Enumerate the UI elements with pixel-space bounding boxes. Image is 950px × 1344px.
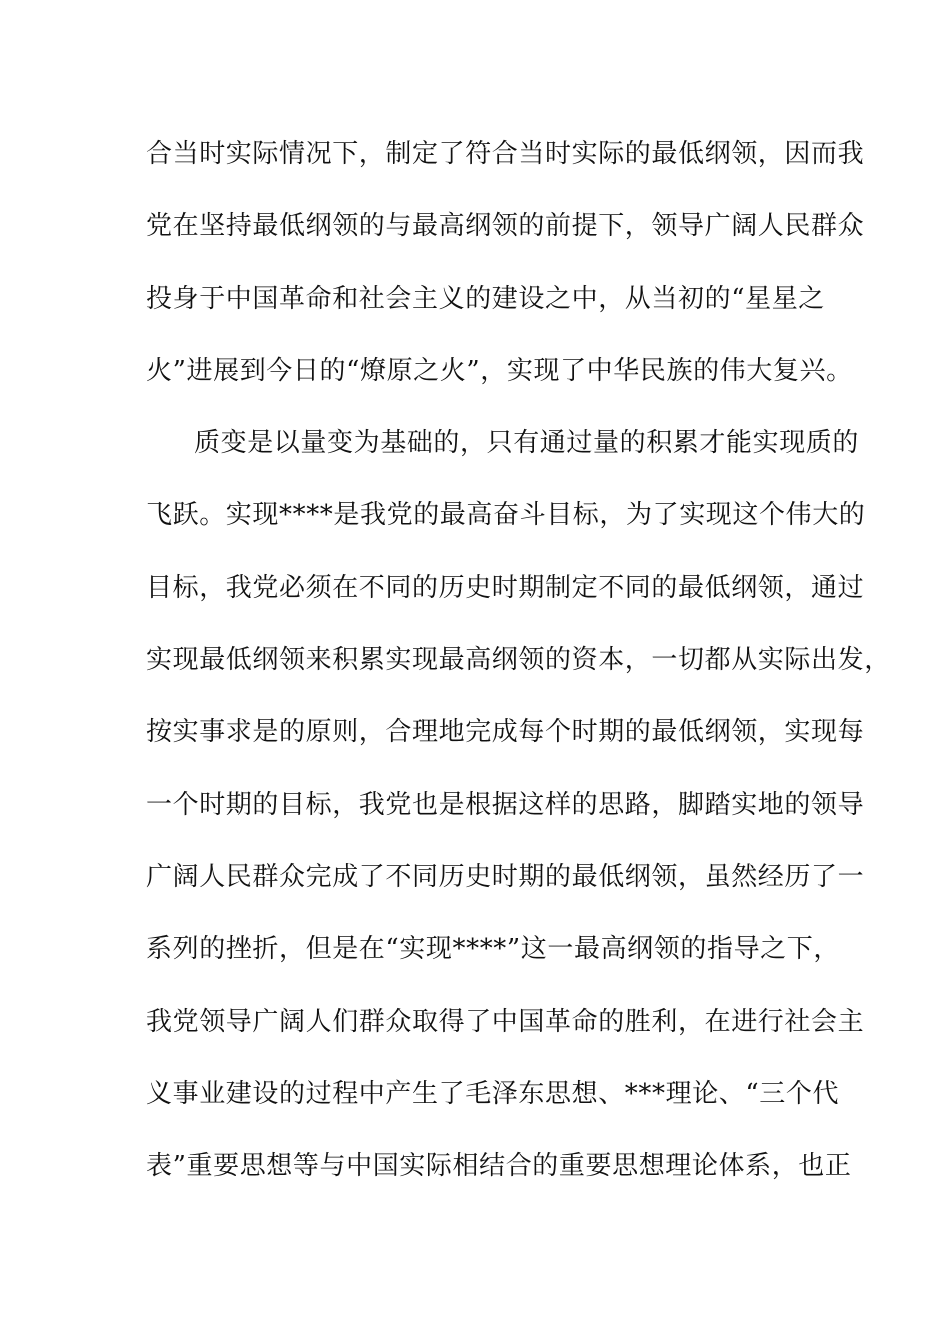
document-body [146, 132, 891, 1216]
text-line: 目标，我党必须在不同的历史时期制定不同的最低纲领，通过 [146, 572, 865, 603]
text-line: 我党领导广阔人们群众取得了中国革命的胜利，在进行社会主 [146, 1006, 865, 1037]
text-line: 投身于中国革命和社会主义的建设之中，从当初的“星星之 [146, 283, 825, 314]
text-line: 党在坚持最低纲领的与最高纲领的前提下，领导广阔人民群众 [146, 211, 865, 242]
paragraph-first-line: 质变是以量变为基础的，只有通过量的积累才能实现质的 [194, 428, 860, 459]
text-line: 合当时实际情况下，制定了符合当时实际的最低纲领，因而我 [146, 139, 865, 169]
text-line: 按实事求是的原则，合理地完成每个时期的最低纲领，实现每 [146, 717, 865, 748]
text-line: 系列的挫折，但是在“实现****”这一最高纲领的指导之下， [146, 934, 840, 965]
text-line: 实现最低纲领来积累实现最高纲领的资本，一切都从实际出发， [146, 645, 891, 676]
text-line: 广阔人民群众完成了不同历史时期的最低纲领，虽然经历了一 [146, 861, 865, 892]
text-line: 火”进展到今日的“燎原之火”，实现了中华民族的伟大复兴。 [146, 355, 853, 386]
text-line: 表”重要思想等与中国实际相结合的重要思想理论体系，也正 [146, 1151, 852, 1182]
text-line: 义事业建设的过程中产生了毛泽东思想、***理论、“三个代 [146, 1078, 840, 1109]
text-line: 一个时期的目标，我党也是根据这样的思路，脚踏实地的领导 [146, 789, 865, 820]
text-line: 飞跃。实现****是我党的最高奋斗目标，为了实现这个伟大的 [146, 500, 866, 531]
